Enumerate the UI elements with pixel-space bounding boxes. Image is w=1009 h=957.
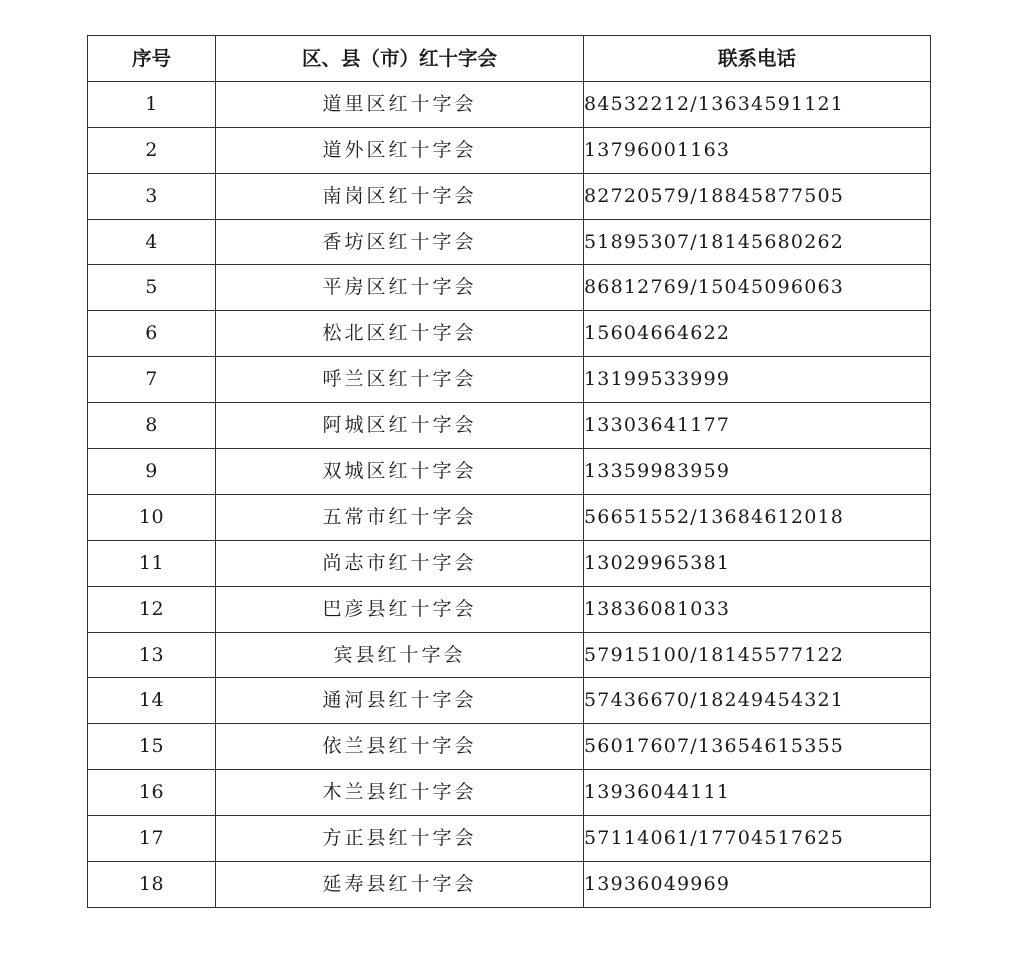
organization-cell: 南岗区红十字会 (216, 173, 584, 219)
table-row (88, 81, 931, 127)
phone-cell: 13936049969 (584, 862, 931, 908)
phone-cell: 15604664622 (584, 311, 931, 357)
contacts-table (87, 35, 931, 908)
table-body (88, 81, 931, 907)
index-cell: 16 (88, 770, 216, 816)
organization-cell: 五常市红十字会 (216, 494, 584, 540)
organization-cell: 宾县红十字会 (216, 632, 584, 678)
index-cell: 5 (88, 265, 216, 311)
phone-cell: 86812769/15045096063 (584, 265, 931, 311)
table-row (88, 632, 931, 678)
index-cell: 13 (88, 632, 216, 678)
table-row (88, 219, 931, 265)
organization-cell: 通河县红十字会 (216, 678, 584, 724)
phone-cell: 13359983959 (584, 449, 931, 495)
phone-cell: 13303641177 (584, 403, 931, 449)
phone-cell: 82720579/18845877505 (584, 173, 931, 219)
index-cell: 18 (88, 862, 216, 908)
table-row (88, 816, 931, 862)
header-phone: 联系电话 (584, 36, 931, 82)
table-row (88, 586, 931, 632)
table-row (88, 265, 931, 311)
table-row (88, 770, 931, 816)
organization-cell: 松北区红十字会 (216, 311, 584, 357)
index-cell: 3 (88, 173, 216, 219)
index-cell: 9 (88, 449, 216, 495)
phone-cell: 51895307/18145680262 (584, 219, 931, 265)
phone-cell: 13796001163 (584, 127, 931, 173)
index-cell: 14 (88, 678, 216, 724)
organization-cell: 呼兰区红十字会 (216, 357, 584, 403)
phone-cell: 57114061/17704517625 (584, 816, 931, 862)
organization-cell: 阿城区红十字会 (216, 403, 584, 449)
table-row (88, 173, 931, 219)
phone-cell: 13199533999 (584, 357, 931, 403)
index-cell: 11 (88, 540, 216, 586)
phone-cell: 13936044111 (584, 770, 931, 816)
table-row (88, 724, 931, 770)
organization-cell: 依兰县红十字会 (216, 724, 584, 770)
phone-cell: 84532212/13634591121 (584, 81, 931, 127)
organization-cell: 平房区红十字会 (216, 265, 584, 311)
organization-cell: 巴彦县红十字会 (216, 586, 584, 632)
phone-cell: 13836081033 (584, 586, 931, 632)
header-row (88, 36, 931, 82)
index-cell: 1 (88, 81, 216, 127)
phone-cell: 56651552/13684612018 (584, 494, 931, 540)
phone-cell: 57436670/18249454321 (584, 678, 931, 724)
organization-cell: 方正县红十字会 (216, 816, 584, 862)
organization-cell: 延寿县红十字会 (216, 862, 584, 908)
index-cell: 10 (88, 494, 216, 540)
index-cell: 4 (88, 219, 216, 265)
table-header (88, 36, 931, 82)
table-row (88, 311, 931, 357)
table-row (88, 357, 931, 403)
organization-cell: 木兰县红十字会 (216, 770, 584, 816)
index-cell: 7 (88, 357, 216, 403)
table-row (88, 127, 931, 173)
organization-cell: 道里区红十字会 (216, 81, 584, 127)
organization-cell: 香坊区红十字会 (216, 219, 584, 265)
organization-cell: 道外区红十字会 (216, 127, 584, 173)
table-row (88, 540, 931, 586)
table-row (88, 449, 931, 495)
index-cell: 12 (88, 586, 216, 632)
index-cell: 6 (88, 311, 216, 357)
phone-cell: 57915100/18145577122 (584, 632, 931, 678)
index-cell: 17 (88, 816, 216, 862)
header-organization: 区、县（市）红十字会 (216, 36, 584, 82)
table-row (88, 862, 931, 908)
table-row (88, 678, 931, 724)
index-cell: 2 (88, 127, 216, 173)
index-cell: 8 (88, 403, 216, 449)
phone-cell: 13029965381 (584, 540, 931, 586)
organization-cell: 尚志市红十字会 (216, 540, 584, 586)
index-cell: 15 (88, 724, 216, 770)
organization-cell: 双城区红十字会 (216, 449, 584, 495)
phone-cell: 56017607/13654615355 (584, 724, 931, 770)
header-index: 序号 (88, 36, 216, 82)
table-row (88, 403, 931, 449)
table-row (88, 494, 931, 540)
